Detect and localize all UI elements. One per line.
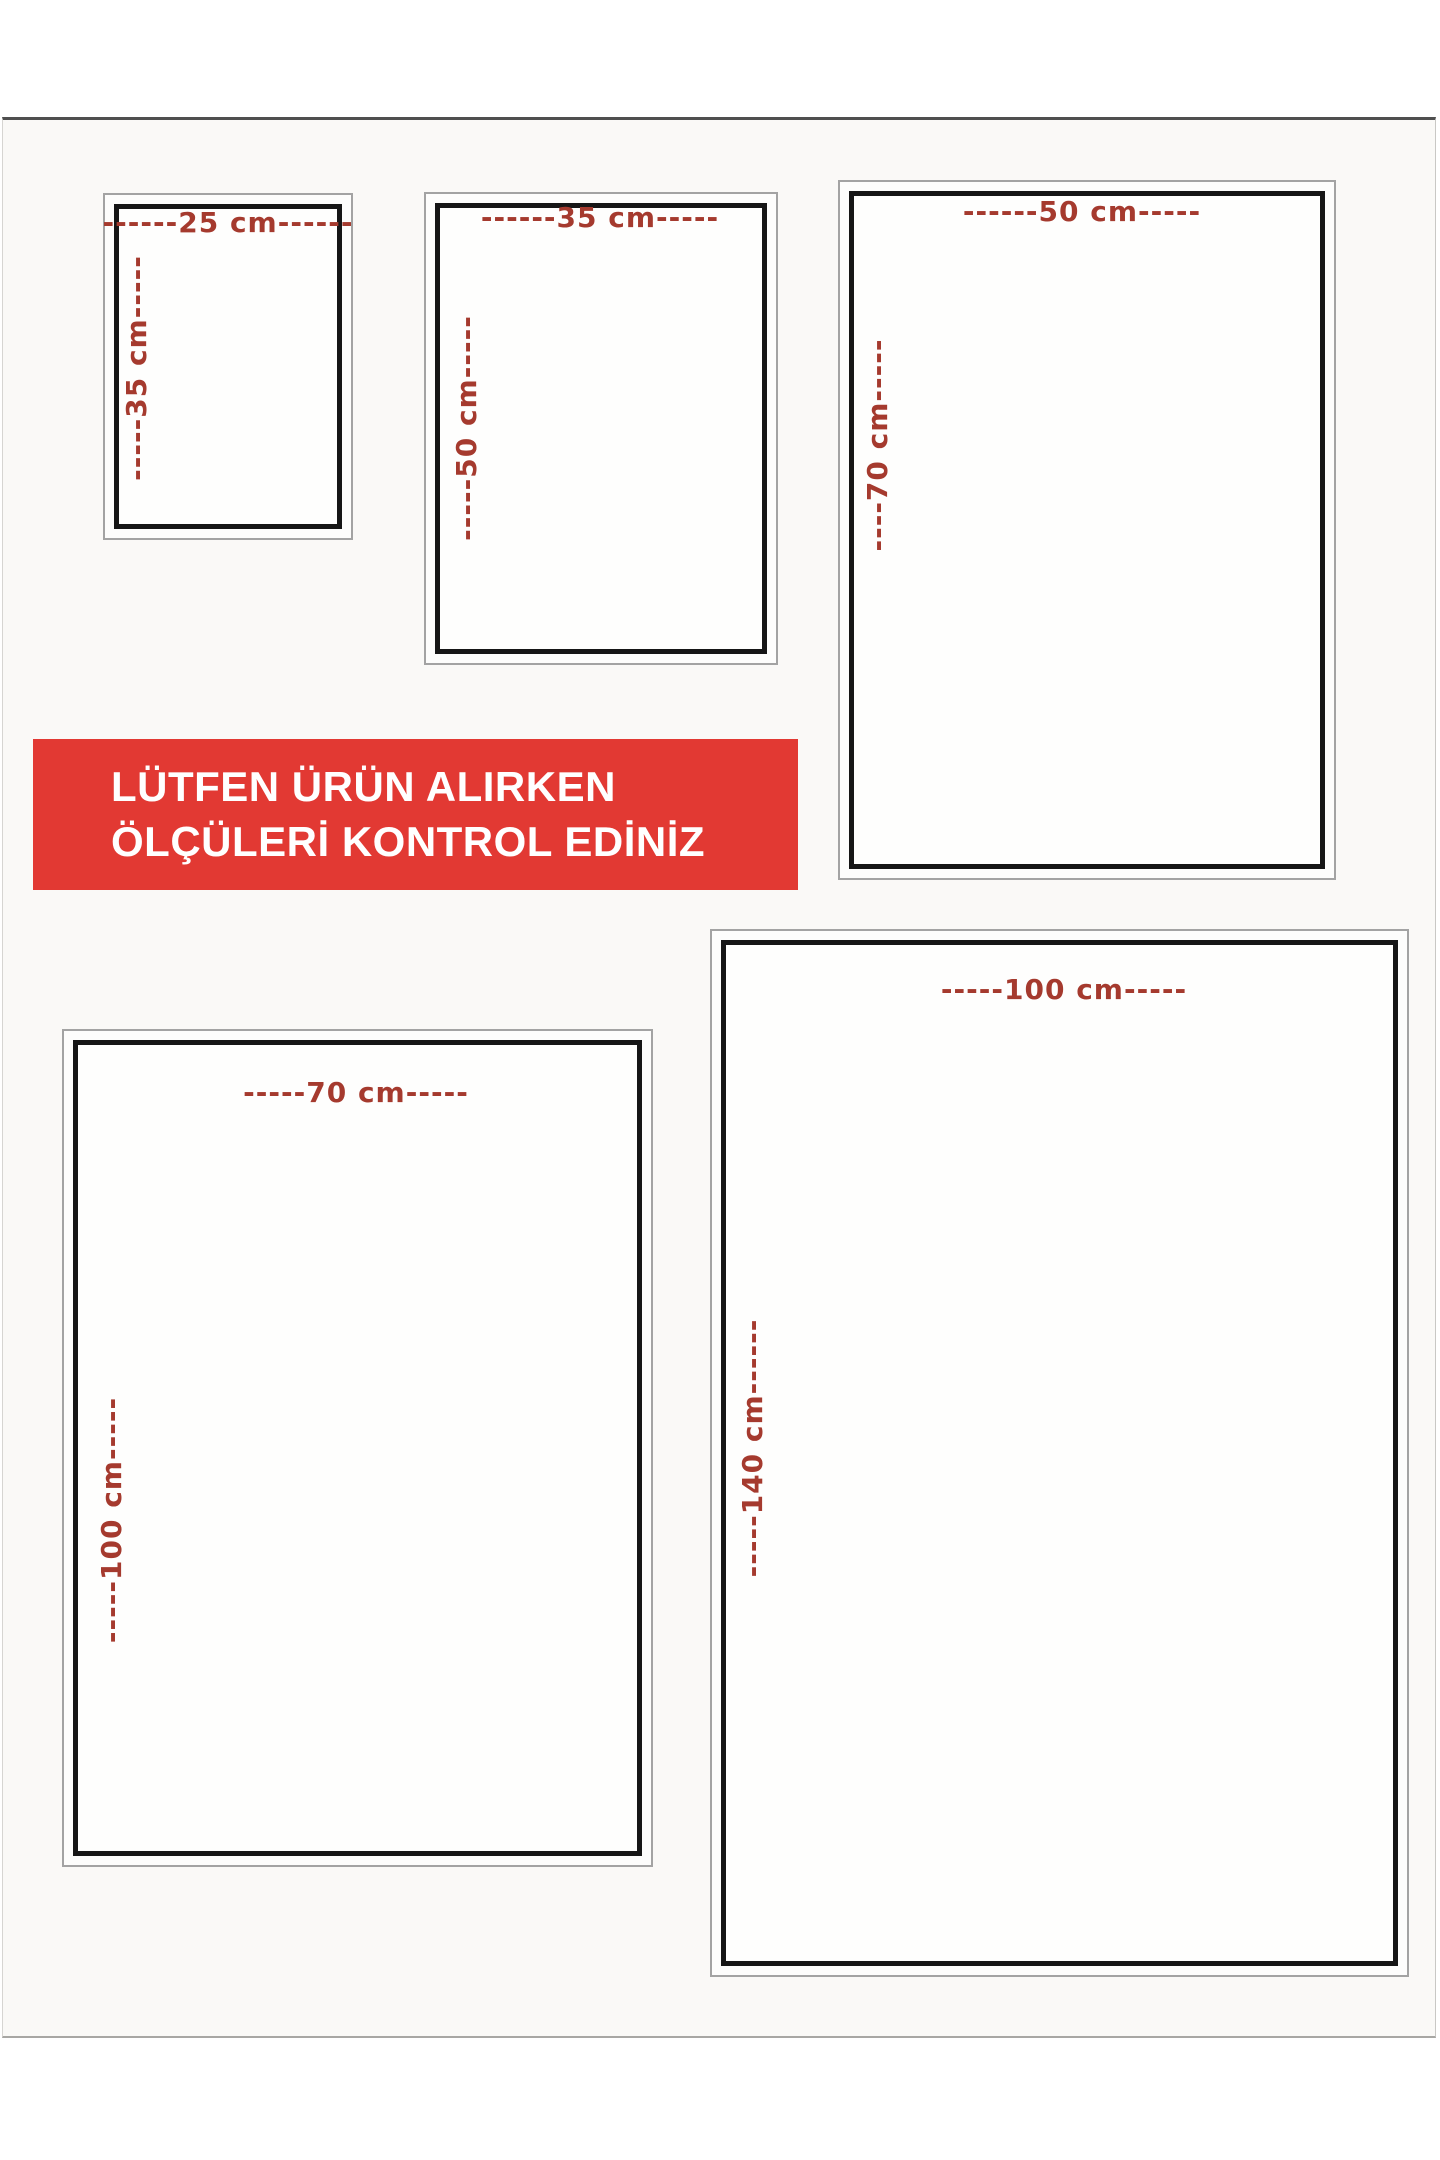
size-box-70x100 <box>62 1029 653 1867</box>
width-label-50cm: ------50 cm----- <box>962 195 1202 228</box>
height-label-100cm: -----100 cm----- <box>95 1396 128 1644</box>
size-box-50x70-inner-frame <box>849 191 1325 869</box>
size-box-50x70 <box>838 180 1336 880</box>
height-label-140cm: -----140 cm------ <box>736 1318 769 1578</box>
notice-banner <box>33 739 798 890</box>
notice-banner-line-1: LÜTFEN ÜRÜN ALIRKEN <box>111 763 616 811</box>
height-label-35cm: -----35 cm----- <box>120 255 153 481</box>
notice-banner-line-2: ÖLÇÜLERİ KONTROL EDİNİZ <box>111 817 706 865</box>
size-box-70x100-inner-frame <box>73 1040 642 1856</box>
width-label-70cm: -----70 cm----- <box>243 1076 469 1109</box>
size-box-100x140 <box>710 929 1409 1977</box>
width-label-35cm: ------35 cm----- <box>480 201 720 234</box>
width-label-100cm: -----100 cm----- <box>940 973 1188 1006</box>
size-box-100x140-inner-frame <box>721 940 1398 1966</box>
height-label-50cm: -----50 cm----- <box>450 315 483 541</box>
width-label-25cm: ------25 cm------ <box>102 206 354 239</box>
height-label-70cm: ----70 cm----- <box>861 338 894 552</box>
